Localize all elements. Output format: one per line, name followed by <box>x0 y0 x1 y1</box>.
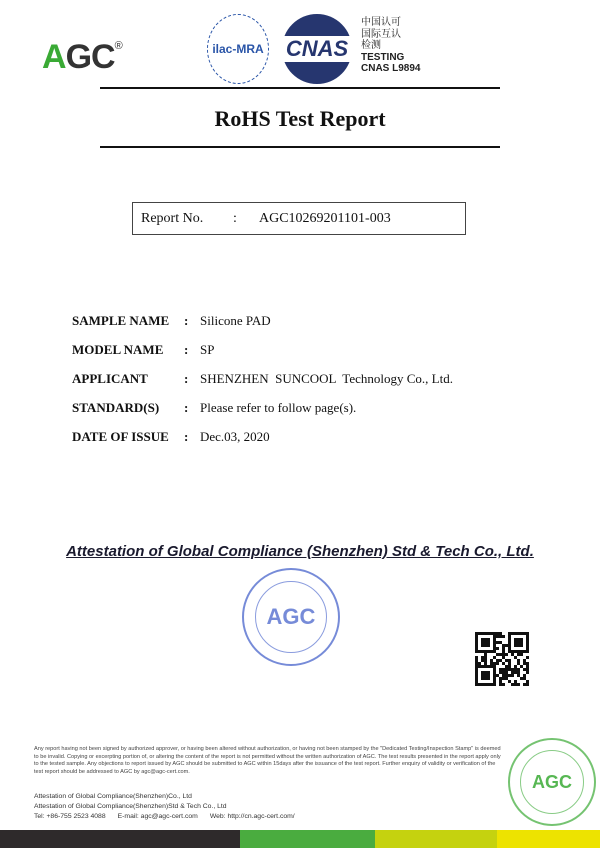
footer-bar-green <box>240 830 375 848</box>
cnas-accreditation-text: 中国认可 国际互认 检测 TESTING CNAS L9894 <box>361 17 421 74</box>
company-stamp: AGC <box>242 568 340 666</box>
footer-web[interactable]: Web: http://cn.agc-cert.com/ <box>209 813 295 820</box>
ilac-mra-logo: ilac-MRA <box>207 14 269 84</box>
attestation-company: Attestation of Global Compliance (Shenzhen) Std & Tech Co., Ltd. <box>66 543 534 560</box>
field-model-name: MODEL NAME : SP <box>72 341 215 357</box>
title-divider <box>100 146 500 148</box>
footer-bar-lime <box>375 830 497 848</box>
report-number: AGC10269201101-003 <box>259 210 391 226</box>
footer-contact: Attestation of Global Compliance(Shenzhen)Co., Ltd Attestation of Global Compliance(Shenzhen)Std & Tech Co., Ltd Tel: +86-755 2523 4088 E-mail: agc@agc-cert.com Web: http://cn.agc-cert.com/ <box>34 793 295 820</box>
report-number-box: Report No. : AGC10269201101-003 <box>132 202 466 235</box>
disclaimer-text: Any report having not been signed by authorized approver, or having been altered without authorization, or having not been stamped by the "Dedicated Testing/Inspection Stamp" is deemed to be invalid. Copying or excerpting portion of, or altering the content of the report is not permitted without the written authorization of AGC. The test results presented in the report apply only to the tested sample. Any objections to report issued by AGC should be submitted to AGC within 15days after the issuance of the test report. Further enquiry of validity or verification of the test report should be addressed to AGC by agc@agc-cert.com. <box>34 746 501 775</box>
page-title: RoHS Test Report <box>214 106 386 131</box>
footer-bar-dark <box>0 830 240 848</box>
header-divider <box>100 87 500 89</box>
field-date-of-issue: DATE OF ISSUE : Dec.03, 2020 <box>72 428 270 444</box>
field-standards: STANDARD(S) : Please refer to follow page(s). <box>72 399 357 415</box>
sample-info <box>72 306 453 451</box>
field-applicant: APPLICANT : SHENZHEN SUNCOOL Technology Co., Ltd. <box>72 370 453 386</box>
testing-stamp: AGC <box>508 738 596 826</box>
footer-tel: Tel: +86-755 2523 4088 <box>34 813 106 820</box>
cnas-logo: CNAS <box>282 14 352 84</box>
footer-bar-yellow <box>497 830 600 848</box>
agc-logo: AGC® <box>42 38 122 76</box>
qr-code <box>475 632 529 686</box>
qr-module <box>526 683 529 686</box>
field-sample-name: SAMPLE NAME : Silicone PAD <box>72 312 271 328</box>
footer-email[interactable]: E-mail: agc@agc-cert.com <box>117 813 198 820</box>
